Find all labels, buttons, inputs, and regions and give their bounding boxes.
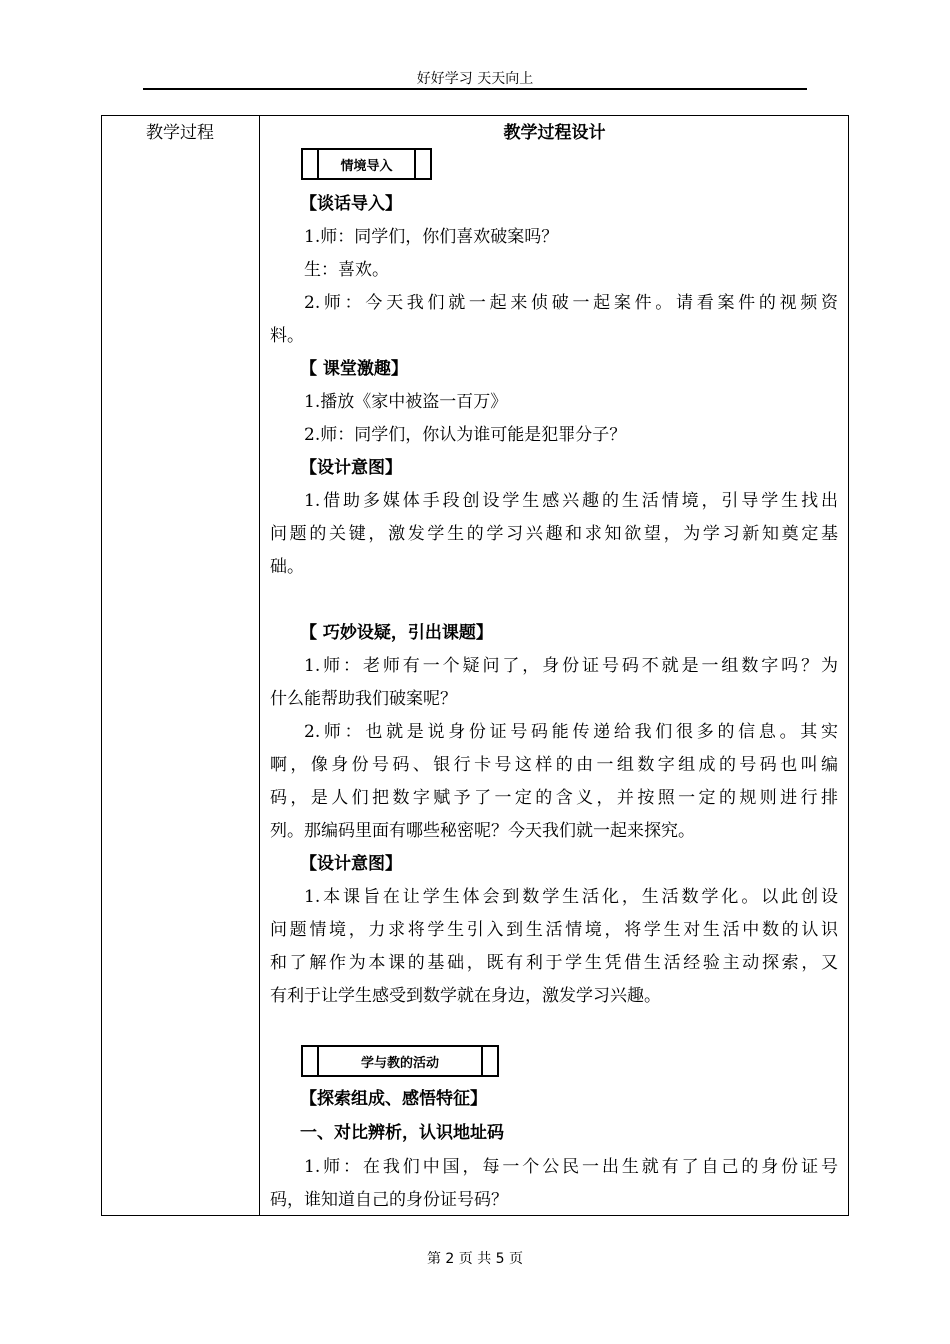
paragraph-line: 础。 bbox=[270, 557, 304, 577]
left-column-label: 教学过程 bbox=[146, 123, 214, 143]
paragraph-line: 啊，像身份号码、银行卡号这样的由一组数字组成的号码也叫编 bbox=[270, 755, 838, 775]
paragraph-line: 1.本课旨在让学生体会到数学生活化，生活数学化。以此创设 bbox=[304, 887, 838, 907]
heading-interest: 【 课堂激趣】 bbox=[300, 359, 408, 379]
paragraph-line: 2.师：也就是说身份证号码能传递给我们很多的信息。其实 bbox=[304, 722, 838, 742]
paragraph-line: 1.借助多媒体手段创设学生感兴趣的生活情境，引导学生找出 bbox=[304, 491, 838, 511]
heading-design-intent: 【设计意图】 bbox=[300, 854, 402, 874]
paragraph-line: 码，是人们把数字赋予了一定的含义，并按照一定的规则进行排 bbox=[270, 788, 838, 808]
paragraph-line: 1.播放《家中被盗一百万》 bbox=[304, 392, 508, 412]
section-box-activity bbox=[301, 1045, 499, 1077]
paragraph-line: 问题情境，力求将学生引入到生活情境，将学生对生活中数的认识 bbox=[270, 920, 838, 940]
paragraph-line: 有利于让学生感受到数学就在身边，激发学习兴趣。 bbox=[270, 986, 661, 1006]
heading-address-code: 一、对比辨析，认识地址码 bbox=[300, 1123, 504, 1143]
paragraph-line: 和了解作为本课的基础，既有利于学生凭借生活经验主动探索，又 bbox=[270, 953, 838, 973]
paragraph-line: 列。那编码里面有哪些秘密呢？今天我们就一起来探究。 bbox=[270, 821, 695, 841]
page-footer: 第 2 页 共 5 页 bbox=[426, 1251, 524, 1267]
section-title: 教学过程设计 bbox=[503, 123, 606, 143]
heading-design-intent: 【设计意图】 bbox=[300, 458, 402, 478]
paragraph-line: 生：喜欢。 bbox=[304, 260, 389, 280]
paragraph-line: 码，谁知道自己的身份证号码？ bbox=[270, 1190, 508, 1210]
heading-intro: 【谈话导入】 bbox=[300, 194, 402, 214]
section-box-label: 学与教的活动 bbox=[360, 1055, 439, 1071]
paragraph-line: 1.师：同学们，你们喜欢破案吗？ bbox=[304, 227, 559, 247]
heading-question: 【 巧妙设疑，引出课题】 bbox=[300, 623, 493, 643]
paragraph-line: 什么能帮助我们破案呢？ bbox=[270, 689, 457, 709]
section-box-situation bbox=[301, 148, 432, 180]
paragraph-line: 2.师：同学们，你认为谁可能是犯罪分子？ bbox=[304, 425, 627, 445]
paragraph-line: 料。 bbox=[270, 326, 304, 346]
page-header: 好好学习 天天向上 bbox=[416, 71, 534, 87]
heading-explore: 【探索组成、感悟特征】 bbox=[300, 1089, 487, 1109]
header-rule bbox=[143, 88, 807, 90]
paragraph-line: 2.师：今天我们就一起来侦破一起案件。请看案件的视频资 bbox=[304, 293, 838, 313]
section-box-label: 情境导入 bbox=[340, 158, 393, 174]
paragraph-line: 1.师：在我们中国，每一个公民一出生就有了自己的身份证号 bbox=[304, 1157, 838, 1177]
paragraph-line: 问题的关键，激发学生的学习兴趣和求知欲望，为学习新知奠定基 bbox=[270, 524, 838, 544]
paragraph-line: 1.师：老师有一个疑问了，身份证号码不就是一组数字吗？为 bbox=[304, 656, 838, 676]
table-column-divider bbox=[259, 115, 260, 1216]
